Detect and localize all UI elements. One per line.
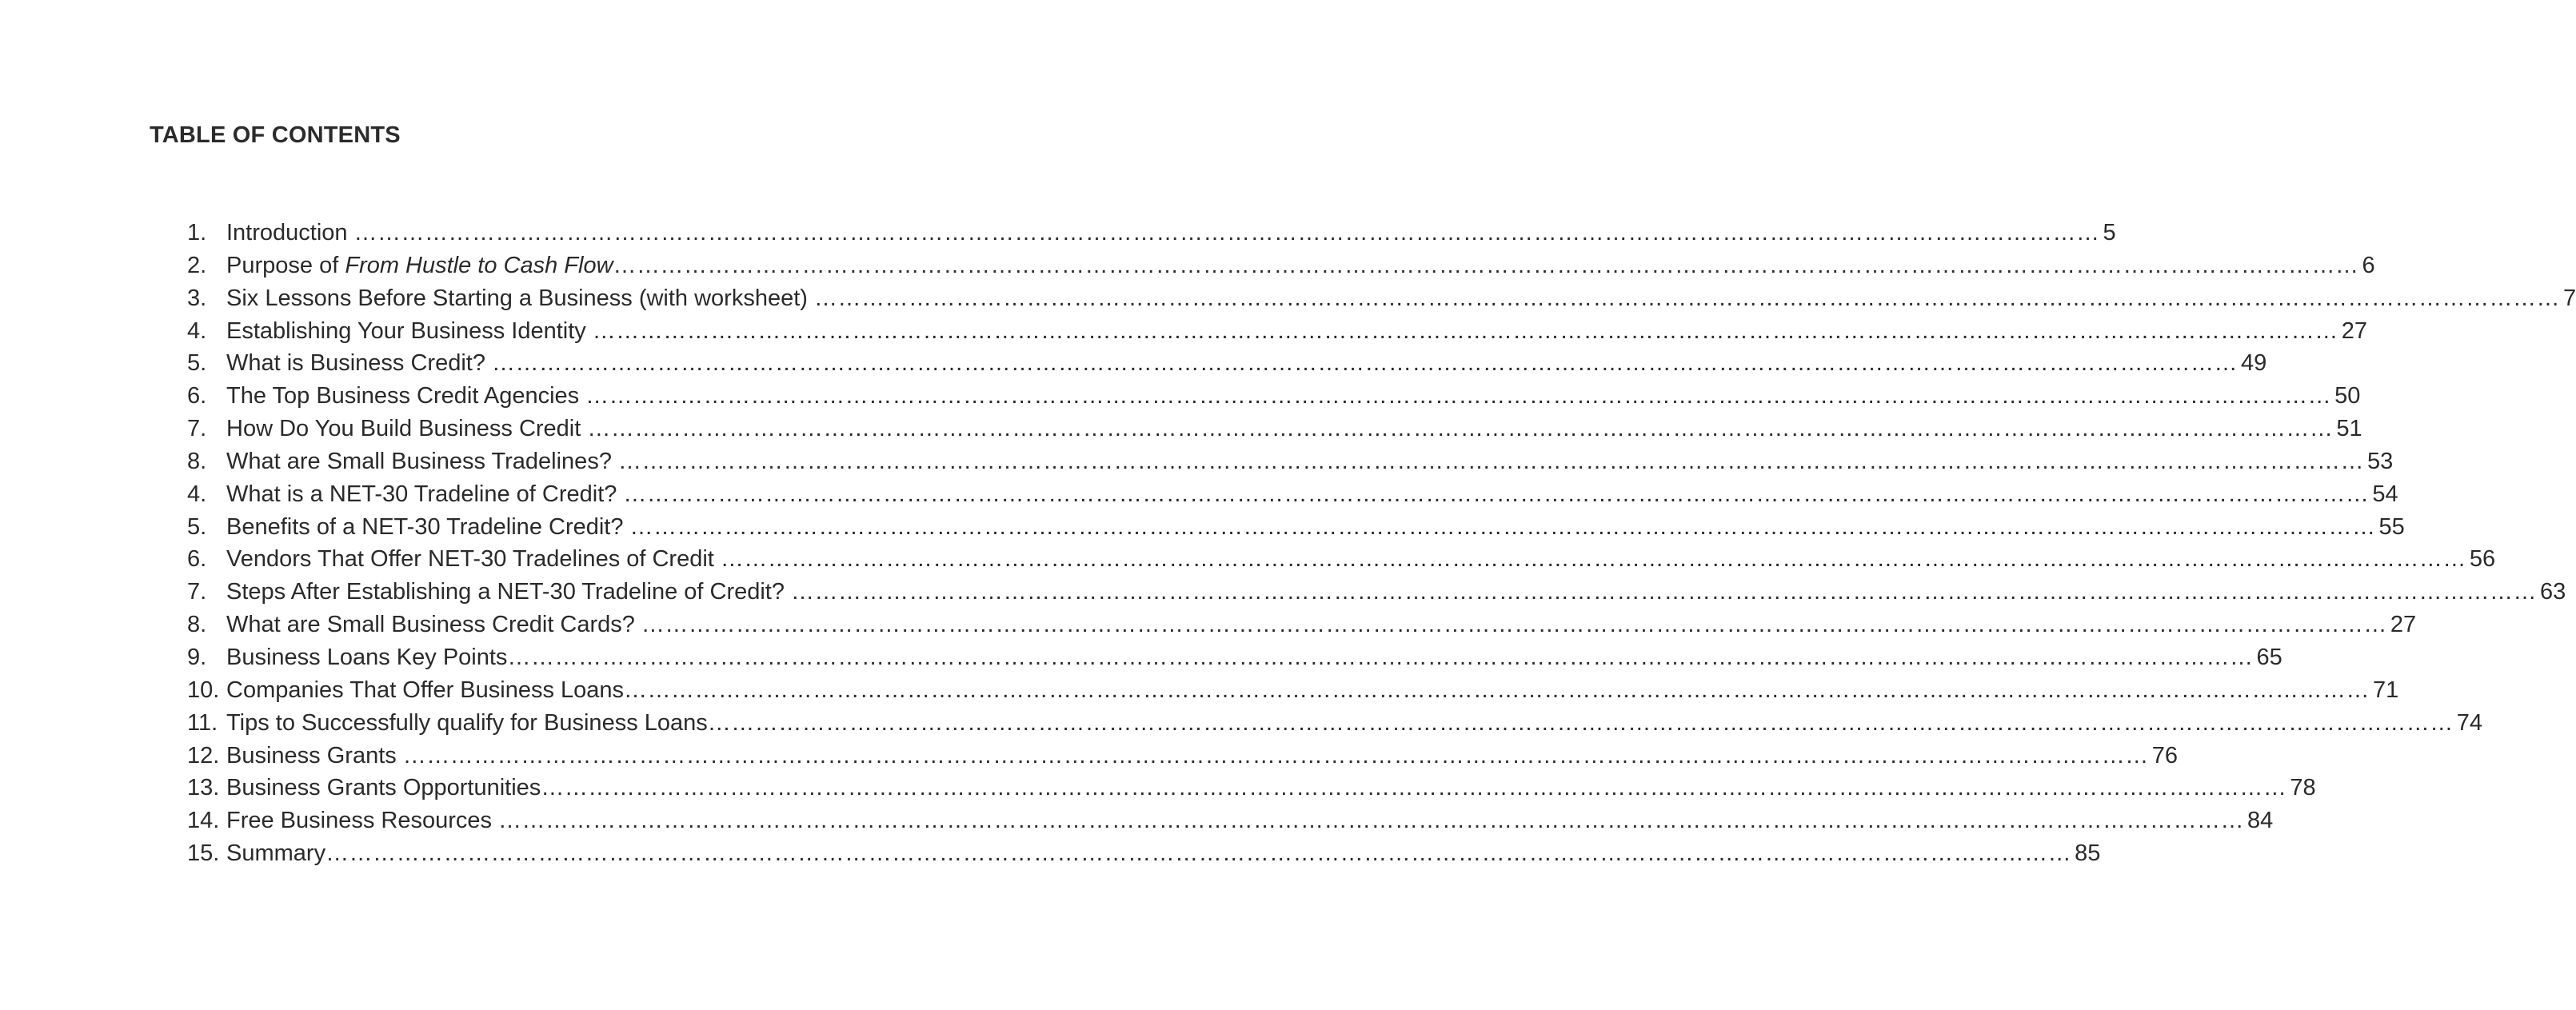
toc-entry-title [226, 250, 613, 282]
toc-entry-title-prefix: Purpose of [226, 252, 345, 278]
toc-entry-page: 55 [2378, 513, 2405, 540]
toc-dot-leader: …………………………………………………………………………………………………………………………………………………………………………………………………… [641, 612, 2387, 638]
toc-entry-number: 8. [187, 612, 207, 638]
toc-entry [187, 641, 2282, 674]
toc-entry-number: 4. [187, 317, 207, 344]
toc-entry-number: 6. [187, 383, 207, 409]
toc-dot-leader: …………………………………………………………………………………………………………………………………………………………………………………………………… [720, 546, 2466, 573]
toc-entry [187, 543, 2496, 576]
toc-entry-number: 13. [187, 775, 220, 801]
toc-entry [187, 217, 2116, 250]
toc-entry-title: Business Loans Key Points [226, 644, 508, 670]
toc-entry-title: Vendors That Offer NET-30 Tradelines of Credit [226, 546, 714, 573]
toc-entry [187, 315, 2368, 348]
toc-entry-title: Business Grants [226, 742, 397, 768]
toc-dot-leader: …………………………………………………………………………………………………………………………………………………………………………………………………… [402, 742, 2149, 768]
toc-entry-page: 27 [2341, 317, 2368, 344]
toc-entry-page: 56 [2469, 546, 2496, 573]
toc-entry-title: What are Small Business Credit Cards? [226, 612, 635, 638]
toc-entry-page: 65 [2256, 644, 2282, 670]
toc-entry [187, 609, 2417, 641]
toc-entry-title: Benefits of a NET-30 Tradeline Credit? [226, 513, 624, 540]
toc-entry-title: Companies That Offer Business Loans [226, 677, 625, 703]
toc-dot-leader: …………………………………………………………………………………………………………………………………………………………………………………………………… [617, 448, 2364, 474]
toc-dot-leader: …………………………………………………………………………………………………………………………………………………………………………………………………… [325, 840, 2072, 867]
toc-dot-leader: …………………………………………………………………………………………………………………………………………………………………………………………………… [790, 579, 2537, 605]
toc-entry-page: 78 [2290, 775, 2316, 801]
toc-dot-leader: …………………………………………………………………………………………………………………………………………………………………………………………………… [624, 677, 2370, 703]
toc-entry-number: 7. [187, 416, 207, 442]
toc-dot-leader: …………………………………………………………………………………………………………………………………………………………………………………………………… [613, 252, 2359, 278]
toc-entry-page: 51 [2336, 416, 2362, 442]
toc-entry-title: Introduction [226, 220, 348, 246]
toc-entry-title: Tips to Successfully qualify for Business Loans [226, 709, 708, 736]
toc-dot-leader: …………………………………………………………………………………………………………………………………………………………………………………………………… [623, 481, 2370, 507]
toc-entry [187, 740, 2179, 772]
toc-entry-page: 53 [2366, 448, 2394, 474]
toc-entry [187, 478, 2398, 511]
toc-entry-number: 7. [187, 579, 207, 605]
toc-dot-leader: …………………………………………………………………………………………………………………………………………………………………………………………………… [629, 513, 2376, 540]
toc-dot-leader: …………………………………………………………………………………………………………………………………………………………………………………………………… [813, 285, 2560, 311]
toc-entry-page: 7 [2562, 285, 2576, 311]
toc-entry-number: 5. [187, 513, 207, 540]
toc-entry-page: 76 [2151, 742, 2179, 768]
toc-entry-number: 15. [187, 840, 220, 867]
toc-entry-number: 12. [187, 742, 220, 768]
toc-entry-number: 5. [187, 350, 207, 377]
toc-title: TABLE OF CONTENTS [150, 122, 401, 148]
toc-entry [187, 445, 2394, 478]
toc-list [187, 217, 2576, 870]
toc-entry-title: What is Business Credit? [226, 350, 485, 377]
toc-entry-page: 54 [2372, 481, 2398, 507]
toc-entry-title: Free Business Resources [226, 808, 493, 834]
toc-dot-leader: …………………………………………………………………………………………………………………………………………………………………………………………………… [541, 775, 2287, 801]
toc-entry-title: The Top Business Credit Agencies [226, 383, 580, 409]
toc-entry-number: 1. [187, 220, 207, 246]
toc-dot-leader: …………………………………………………………………………………………………………………………………………………………………………………………………… [353, 220, 2100, 246]
toc-entry-number: 2. [187, 252, 207, 278]
toc-dot-leader: …………………………………………………………………………………………………………………………………………………………………………………………………… [707, 709, 2454, 736]
toc-entry-number: 6. [187, 546, 207, 573]
toc-dot-leader: …………………………………………………………………………………………………………………………………………………………………………………………………… [587, 416, 2334, 442]
toc-dot-leader: …………………………………………………………………………………………………………………………………………………………………………………………………… [592, 317, 2338, 344]
toc-entry-page: 50 [2334, 383, 2361, 409]
toc-entry-number: 11. [187, 709, 218, 736]
toc-entry-title: What is a NET-30 Tradeline of Credit? [226, 481, 617, 507]
toc-entry-page: 71 [2373, 677, 2399, 703]
toc-entry [187, 347, 2267, 380]
toc-entry [187, 282, 2576, 315]
toc-dot-leader: …………………………………………………………………………………………………………………………………………………………………………………………………… [498, 808, 2245, 834]
toc-entry-page: 6 [2362, 252, 2375, 278]
toc-entry-page: 27 [2390, 612, 2417, 638]
toc-entry-title: Six Lessons Before Starting a Business (with worksheet) [226, 285, 808, 311]
toc-entry [187, 511, 2405, 544]
toc-entry [187, 707, 2483, 740]
toc-entry-number: 8. [187, 448, 207, 474]
toc-entry-number: 10. [187, 677, 220, 703]
toc-entry-title: Business Grants Opportunities [226, 775, 541, 801]
toc-entry-number: 3. [187, 285, 207, 311]
toc-entry-number: 9. [187, 644, 207, 670]
toc-dot-leader: …………………………………………………………………………………………………………………………………………………………………………………………………… [507, 644, 2254, 670]
toc-entry-title: Establishing Your Business Identity [226, 317, 586, 344]
toc-dot-leader: …………………………………………………………………………………………………………………………………………………………………………………………………… [491, 350, 2238, 377]
toc-entry-number: 14. [187, 808, 220, 834]
toc-entry-title: Summary [226, 840, 326, 867]
toc-entry [187, 250, 2375, 282]
toc-entry-title-italic: From Hustle to Cash Flow [345, 252, 613, 278]
toc-entry [187, 674, 2399, 707]
toc-entry [187, 380, 2361, 413]
toc-entry-page: 49 [2240, 350, 2267, 377]
toc-entry-title: Steps After Establishing a NET-30 Tradeline of Credit? [226, 579, 785, 605]
toc-entry [187, 413, 2362, 445]
toc-entry [187, 837, 2101, 870]
toc-dot-leader: …………………………………………………………………………………………………………………………………………………………………………………………………… [585, 383, 2332, 409]
toc-entry-page: 74 [2456, 709, 2483, 736]
toc-entry-page: 63 [2539, 579, 2566, 605]
toc-entry [187, 804, 2274, 837]
toc-entry-number: 4. [187, 481, 207, 507]
toc-entry [187, 772, 2316, 804]
toc-entry [187, 576, 2566, 609]
toc-entry-title: What are Small Business Tradelines? [226, 448, 612, 474]
toc-entry-title: How Do You Build Business Credit [226, 416, 581, 442]
toc-entry-page: 84 [2247, 808, 2274, 834]
toc-entry-page: 85 [2075, 840, 2101, 867]
toc-entry-page: 5 [2103, 220, 2116, 246]
